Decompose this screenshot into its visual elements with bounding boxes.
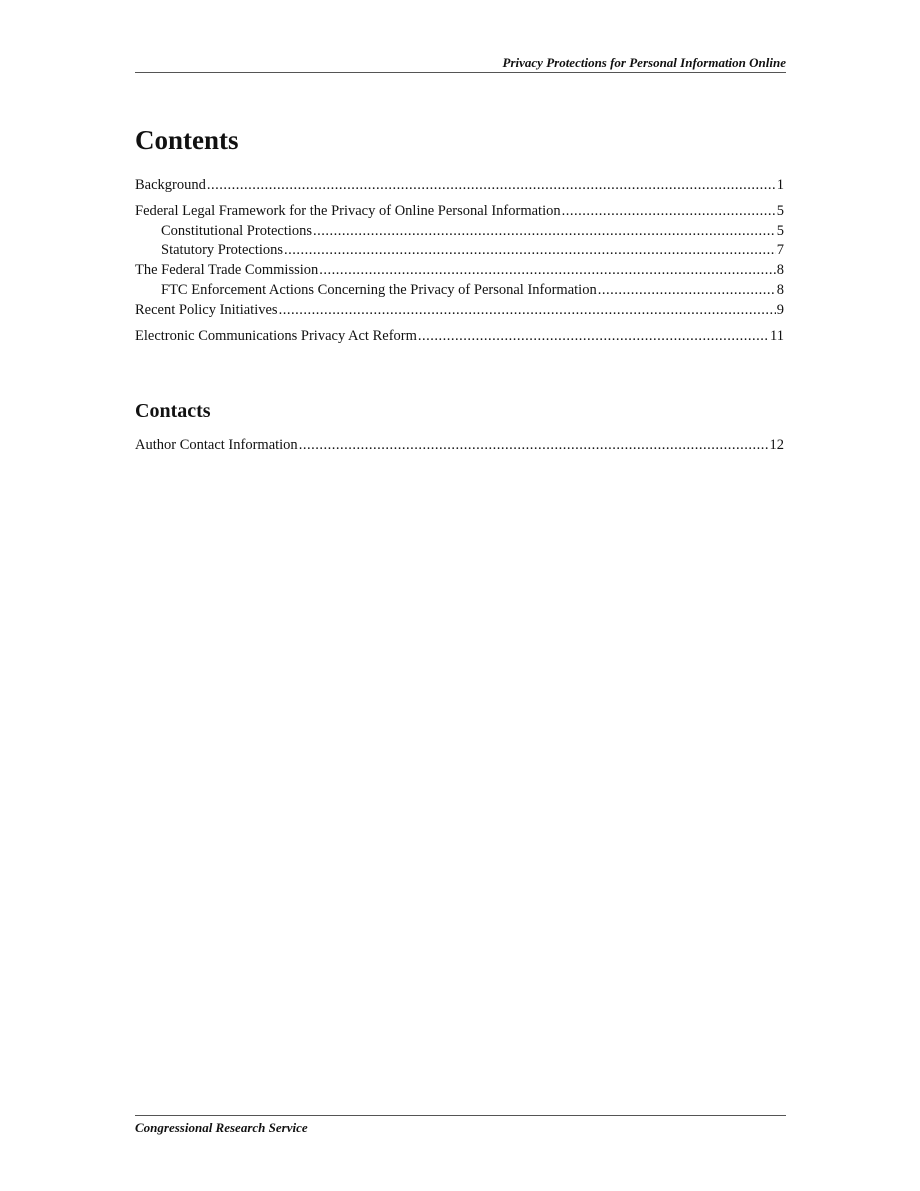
toc-leader-dots — [562, 202, 776, 220]
toc-entry-ftc-enforcement-actions[interactable] — [135, 281, 784, 299]
toc-entry-label: Electronic Communications Privacy Act Reform — [135, 328, 417, 344]
toc-entry-label: FTC Enforcement Actions Concerning the Privacy of Personal Information — [161, 282, 597, 298]
toc-leader-dots — [313, 222, 776, 240]
toc-entry-page: 9 — [776, 302, 784, 318]
toc-leader-dots — [418, 327, 769, 345]
toc-entry-label: Author Contact Information — [135, 437, 298, 453]
toc-entry-author-contact-information[interactable] — [135, 436, 784, 454]
toc-entry-constitutional-protections[interactable] — [135, 222, 784, 240]
footer-rule — [135, 1115, 786, 1116]
toc-entry-page: 7 — [776, 242, 784, 258]
toc-leader-dots — [319, 261, 775, 279]
toc-entry-background[interactable] — [135, 176, 784, 194]
header-rule — [135, 72, 786, 73]
table-of-contents — [135, 176, 784, 345]
running-header: Privacy Protections for Personal Information Online — [502, 55, 786, 70]
toc-entry-label: Background — [135, 177, 206, 193]
toc-entry-label: The Federal Trade Commission — [135, 262, 319, 278]
toc-entry-label: Recent Policy Initiatives — [135, 302, 278, 318]
toc-leader-dots — [284, 241, 776, 259]
toc-entry-label: Federal Legal Framework for the Privacy of Online Personal Information — [135, 203, 561, 219]
toc-leader-dots — [279, 301, 776, 319]
toc-entry-page: 5 — [776, 223, 784, 239]
toc-entry-ecpa-reform[interactable] — [135, 327, 784, 345]
toc-leader-dots — [207, 176, 776, 194]
contents-heading: Contents — [135, 125, 239, 155]
toc-entry-page: 8 — [776, 262, 784, 278]
toc-entry-page: 1 — [776, 177, 784, 193]
toc-entry-page: 12 — [769, 437, 784, 453]
toc-entry-page: 11 — [770, 328, 784, 344]
toc-entry-page: 8 — [776, 282, 784, 298]
contacts-list — [135, 436, 784, 454]
toc-entry-recent-policy-initiatives[interactable] — [135, 301, 784, 319]
contacts-heading: Contacts — [135, 400, 211, 422]
toc-entry-page: 5 — [776, 203, 784, 219]
toc-entry-label: Statutory Protections — [161, 242, 284, 258]
toc-entry-federal-trade-commission[interactable] — [135, 261, 784, 279]
toc-entry-federal-legal-framework[interactable] — [135, 202, 784, 220]
toc-entry-statutory-protections[interactable] — [135, 241, 784, 259]
toc-entry-label: Constitutional Protections — [161, 223, 313, 239]
running-footer: Congressional Research Service — [135, 1120, 308, 1135]
toc-leader-dots — [299, 436, 769, 454]
toc-leader-dots — [598, 281, 776, 299]
